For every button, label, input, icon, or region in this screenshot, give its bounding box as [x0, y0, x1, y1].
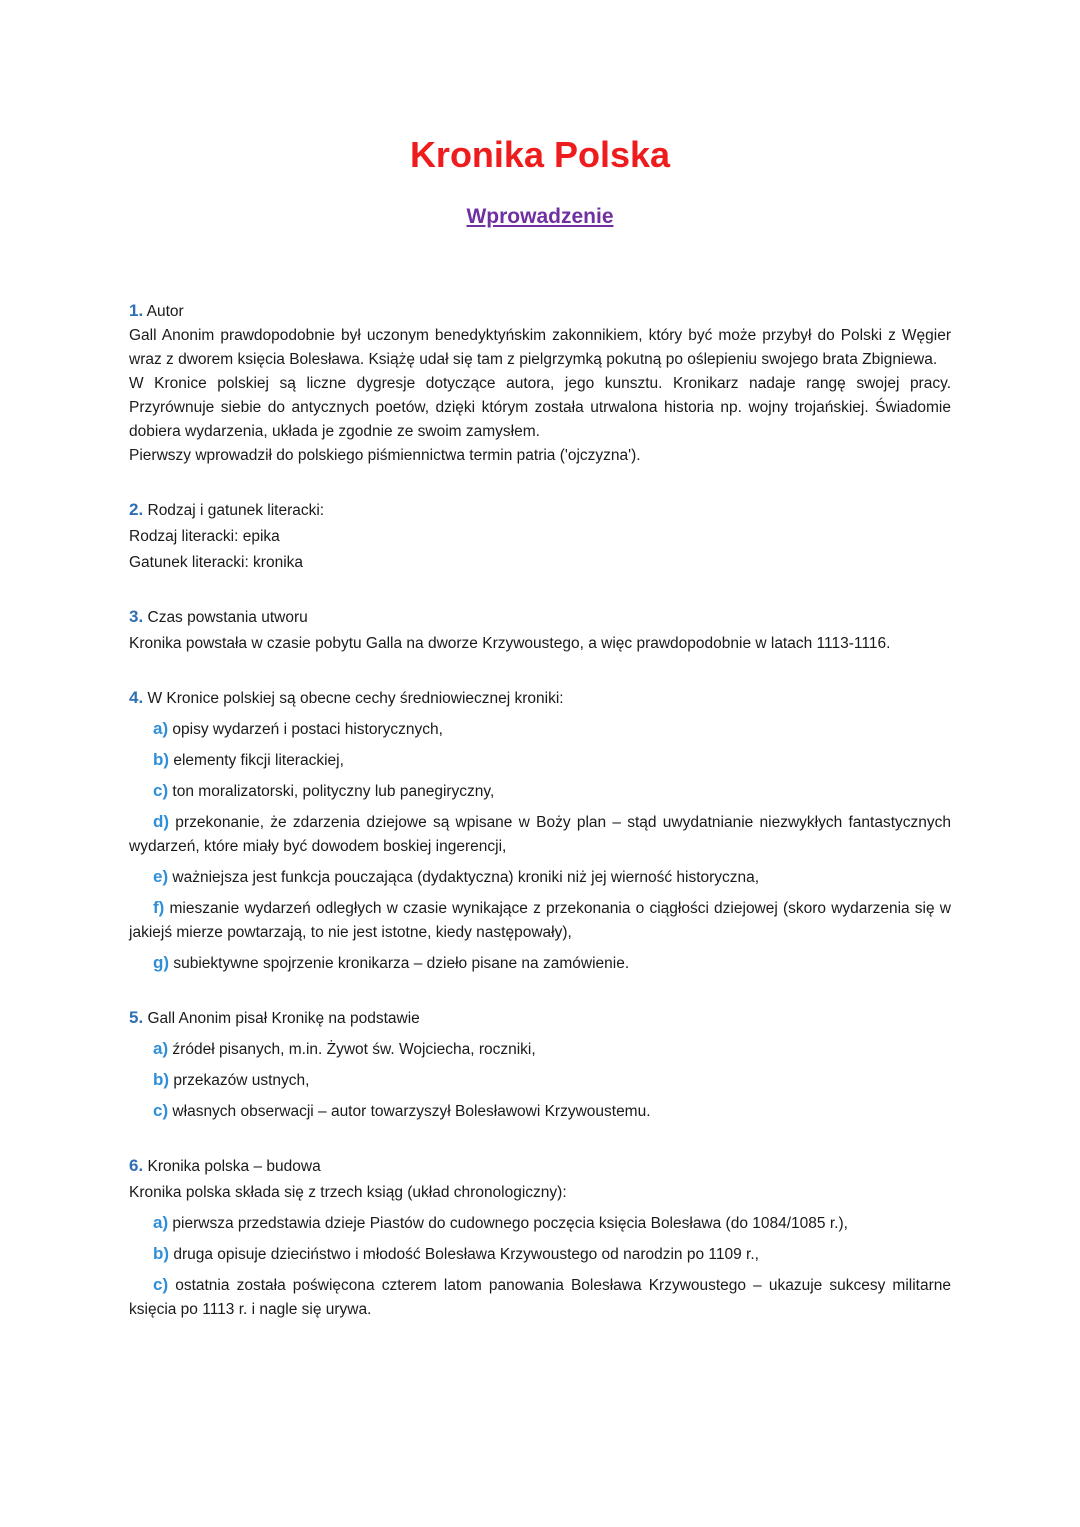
- list-item: [129, 717, 951, 742]
- paragraph: Kronika polska składa się z trzech ksiąg (układ chronologiczny):: [129, 1184, 567, 1201]
- paragraph: Gall Anonim prawdopodobnie był uczonym benedyktyńskim zakonnikiem, który być może przybył do Polski z Węgier wraz z dworem księcia Bolesława. Książę udał się tam z pielgrzymką pokutną po oślepieniu swojego brata Zbigniewa.: [129, 327, 951, 368]
- section-author: [129, 299, 951, 468]
- list-item-text: druga opisuje dzieciństwo i młodość Bolesława Krzywoustego od narodzin po 1109 r.,: [169, 1246, 759, 1263]
- section-heading: [129, 686, 951, 711]
- list-letter: a): [153, 1213, 169, 1232]
- section-title: Gall Anonim pisał Kronikę na podstawie: [143, 1010, 420, 1027]
- list-letter: d): [153, 812, 170, 831]
- section-structure: [129, 1154, 951, 1322]
- list-letter: b): [153, 1070, 170, 1089]
- list-item: [129, 1211, 951, 1236]
- section-features: [129, 686, 951, 976]
- section-title: Kronika polska – budowa: [143, 1158, 321, 1175]
- list-item: [129, 748, 951, 773]
- section-title: Czas powstania utworu: [143, 609, 308, 626]
- list-item-text: mieszanie wydarzeń odległych w czasie wynikające z przekonania o ciągłości dziejowej (skoro wydarzenia się w jakiejś mierze powtarzają, to nie jest istotne, kiedy następowały),: [129, 900, 951, 941]
- list-item-text: elementy fikcji literackiej,: [169, 752, 344, 769]
- section-heading: [129, 605, 951, 630]
- list-item: [129, 810, 951, 859]
- paragraph: Rodzaj literacki: epika: [129, 528, 280, 545]
- section-heading: [129, 498, 951, 523]
- list-letter: e): [153, 867, 169, 886]
- list-letter: a): [153, 1039, 169, 1058]
- list-item: [129, 779, 951, 804]
- section-number: 2.: [129, 500, 144, 519]
- section-heading: [129, 1154, 951, 1179]
- section-heading: [129, 1006, 951, 1031]
- list-letter: b): [153, 750, 170, 769]
- list-item-text: ostatnia została poświęcona czterem latom panowania Bolesława Krzywoustego – ukazuje sukcesy militarne księcia po 1113 r. i nagle się urywa.: [129, 1277, 951, 1318]
- section-date: [129, 605, 951, 656]
- list-item: [129, 865, 951, 890]
- section-title: W Kronice polskiej są obecne cechy średniowiecznej kroniki:: [143, 690, 564, 707]
- list-item-text: opisy wydarzeń i postaci historycznych,: [168, 721, 443, 738]
- list-item: [129, 1099, 951, 1124]
- list-item-text: ważniejsza jest funkcja pouczająca (dydaktyczna) kroniki niż jej wierność historyczna,: [168, 869, 760, 886]
- paragraph: Gatunek literacki: kronika: [129, 554, 304, 571]
- page-subtitle: Wprowadzenie: [466, 205, 614, 228]
- list-item: [129, 951, 951, 976]
- section-genre: [129, 498, 951, 575]
- list-item-text: własnych obserwacji – autor towarzyszył Bolesławowi Krzywoustemu.: [168, 1103, 651, 1120]
- paragraph: W Kronice polskiej są liczne dygresje dotyczące autora, jego kunsztu. Kronikarz nadaje rangę swojej pracy. Przyrównuje siebie do antycznych poetów, dzięki którym została utrwalona historia np. wojny trojańskiej. Świadomie dobiera wydarzenia, układa je zgodnie ze swoim zamysłem.: [129, 375, 951, 440]
- document-body: [129, 299, 951, 1322]
- section-number: 4.: [129, 688, 144, 707]
- section-number: 5.: [129, 1008, 144, 1027]
- section-heading: [129, 299, 951, 324]
- list-letter: b): [153, 1244, 170, 1263]
- list-item: [129, 1273, 951, 1322]
- list-letter: c): [153, 781, 169, 800]
- list-letter: f): [153, 898, 165, 917]
- paragraph: Pierwszy wprowadził do polskiego piśmiennictwa termin patria ('ojczyzna').: [129, 447, 641, 464]
- list-item: [129, 1037, 951, 1062]
- list-item: [129, 1068, 951, 1093]
- list-item: [129, 896, 951, 945]
- list-item-text: źródeł pisanych, m.in. Żywot św. Wojciecha, roczniki,: [168, 1041, 536, 1058]
- list-item: [129, 1242, 951, 1267]
- list-letter: g): [153, 953, 170, 972]
- list-letter: c): [153, 1275, 169, 1294]
- list-letter: c): [153, 1101, 169, 1120]
- list-item-text: ton moralizatorski, polityczny lub panegiryczny,: [168, 783, 495, 800]
- list-letter: a): [153, 719, 169, 738]
- section-number: 1.: [129, 301, 144, 320]
- list-item-text: pierwsza przedstawia dzieje Piastów do cudownego poczęcia księcia Bolesława (do 1084/1085 r.),: [168, 1215, 848, 1232]
- list-item-text: przekazów ustnych,: [169, 1072, 310, 1089]
- page-title: Kronika Polska: [409, 134, 671, 175]
- section-sources: [129, 1006, 951, 1124]
- list-item-text: przekonanie, że zdarzenia dziejowe są wpisane w Boży plan – stąd uwydatnianie niezwykłych fantastycznych wydarzeń, które miały być dowodem boskiej ingerencji,: [129, 814, 951, 855]
- section-number: 6.: [129, 1156, 144, 1175]
- section-title: Rodzaj i gatunek literacki:: [143, 502, 325, 519]
- section-title: Autor: [143, 303, 184, 320]
- paragraph: Kronika powstała w czasie pobytu Galla na dworze Krzywoustego, a więc prawdopodobnie w latach 1113-1116.: [129, 635, 891, 652]
- list-item-text: subiektywne spojrzenie kronikarza – dzieło pisane na zamówienie.: [169, 955, 630, 972]
- section-number: 3.: [129, 607, 144, 626]
